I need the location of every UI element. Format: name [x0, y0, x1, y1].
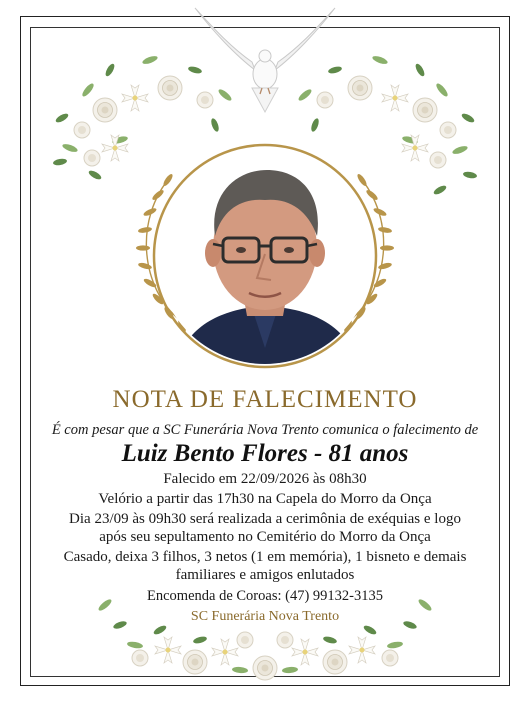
notice-title: NOTA DE FALECIMENTO [112, 386, 418, 413]
deceased-name: Luiz Bento Flores - 81 anos [121, 440, 409, 467]
intro-text: É com pesar que a SC Funerária Nova Trento comunica o falecimento de [51, 422, 479, 438]
company-name: SC Funerária Nova Trento [190, 609, 340, 624]
ceremony-line-2: após seu sepultamento no Cemitério do Morro da Onça [99, 529, 431, 545]
portrait-photo [157, 148, 373, 364]
wake-info: Velório a partir das 17h30 na Capela do Morro da Onça [98, 491, 432, 507]
ceremony-info [30, 510, 500, 546]
family-info [30, 548, 500, 584]
dove-icon [195, 8, 335, 112]
ceremony-line-1: Dia 23/09 às 09h30 será realizada a cerimônia de exéquias e logo [69, 511, 461, 527]
wreath-order: Encomenda de Coroas: (47) 99132-3135 [147, 588, 383, 604]
family-line-2: familiares e amigos enlutados [175, 567, 355, 583]
family-line-1: Casado, deixa 3 filhos, 3 netos (1 em memória), 1 bisneto e demais [63, 549, 467, 565]
death-date: Falecido em 22/09/2026 às 08h30 [163, 471, 367, 487]
